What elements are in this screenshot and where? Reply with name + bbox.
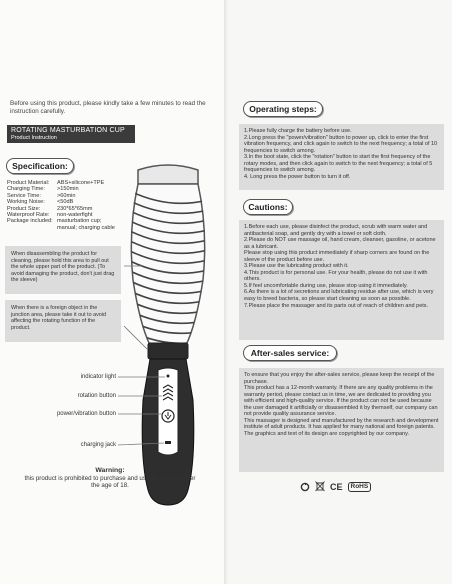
spec-value: ABS+silicone+TPE xyxy=(57,180,105,186)
charging-jack-label: charging jack xyxy=(80,442,116,448)
spec-key: Service Time: xyxy=(7,192,41,199)
warning-title: Warning: xyxy=(95,467,125,474)
operating-steps-heading: Operating steps: xyxy=(243,101,323,117)
spec-key: Working Noise: xyxy=(7,199,45,206)
foreign-object-note: When there is a foreign object in the junction area, please take it out to avoid affecting the rotating function of the product. xyxy=(5,300,121,342)
spec-value: masturbation cup; xyxy=(57,218,102,225)
spec-value: >60min xyxy=(57,192,76,199)
product-subtitle: Product Instruction xyxy=(11,135,57,141)
spec-value: >150min xyxy=(57,186,79,193)
sleeve-body xyxy=(131,184,204,345)
caution-item: Please stop using this product immediately if sharp corners are found on the sleeve of the product before use. xyxy=(244,250,430,263)
spec-value: non-waterfight xyxy=(57,212,93,219)
caution-item: 1.Before each use, please disinfect the product, scrub with warm water and antibacterial soap, and gently dry with a towel or soft cloth. xyxy=(244,224,428,237)
caution-item: 3.Please use the lubricating product with it. xyxy=(244,263,349,270)
after-sales-box xyxy=(239,368,444,472)
spec-value: manual; charging cable xyxy=(57,224,115,231)
spec-key xyxy=(7,225,57,231)
caution-item: 4.This product is for personal use. For your health, please do not use it with others. xyxy=(244,269,428,283)
caution-item: 2.Please do NOT use massage oil, hand cream, cleanser, gasoline, or acetone as a lubricant. xyxy=(244,237,436,250)
spec-key: Package included: xyxy=(7,218,53,225)
operating-step: 3.In the boot state, click the "rotation" button to start the first frequency of the rotary modes, and then click again to switch to the next frequency; a total of 5 frequencies to switch among. xyxy=(244,154,433,174)
caution-item: 6.As there is a lot of secretions and lubricating residue after use, which is very easy to breed bacteria, so please start cleaning as soon as possible. xyxy=(244,289,434,303)
operating-step: 4. Long press the power button to turn it off. xyxy=(244,173,351,180)
specification-heading: Specification: xyxy=(6,158,74,174)
product-illustration xyxy=(118,160,218,520)
intro-text: Before using this product, please kindly take a few minutes to read the instruction carefully. xyxy=(10,100,206,115)
product-title: ROTATING MASTURBATION CUP xyxy=(11,127,125,134)
indicator-light-label: indicator light xyxy=(80,374,116,380)
spec-value: <50dB xyxy=(57,199,74,206)
spec-key: Product Material: xyxy=(7,180,50,186)
spec-value: 230*65*65mm xyxy=(57,205,93,212)
rohs-mark: RoHS xyxy=(348,482,372,492)
after-sales-paragraph: This product has a 12-month warranty. If there are any quality problems in the warranty period, please contact us in time, we are dedicated to providing you with efficient and high-quality service. If the product can not be used because the user damaged it artificially or disassembled it by themself, our company can not provide quality assurance service. xyxy=(244,385,438,418)
recycle-icon xyxy=(300,482,310,492)
top-cap xyxy=(138,165,198,184)
product-title-bar xyxy=(7,125,135,143)
warning-block xyxy=(20,467,200,490)
power-button-label: power/vibration button xyxy=(56,411,116,417)
junction-collar xyxy=(148,343,188,359)
charging-jack xyxy=(165,441,171,444)
cautions-heading: Cautions: xyxy=(243,199,293,215)
weee-bin-icon xyxy=(315,481,325,492)
after-sales-paragraph: To ensure that you enjoy the after-sales service, please keep the receipt of the purchase. xyxy=(244,372,435,385)
specification-list xyxy=(7,180,127,231)
spec-row xyxy=(7,225,127,231)
spec-key: Waterproof Rate: xyxy=(7,212,50,219)
disassemble-note: When disassembling the product for cleaning, please hold this area to pull out the whole upper part of the product. (To avoid damaging the product, don't just drag the sleeve) xyxy=(5,246,121,294)
operating-step: 2.Long press the "power/vibration" button to power up, click to enter the first vibration frequency, and click again to switch to the next frequency; a total of 10 frequencies to switch among. xyxy=(244,134,438,154)
spec-key: Charging Time: xyxy=(7,186,45,193)
caution-item: 7.Please place the massager and its parts out of reach of children and pets. xyxy=(244,302,429,309)
operating-steps-box xyxy=(239,124,444,190)
certification-marks xyxy=(300,481,371,492)
rotation-button-label: rotation button xyxy=(77,393,116,399)
after-sales-heading: After-sales service: xyxy=(243,345,337,361)
page-fold xyxy=(224,0,228,584)
spec-key: Product Size: xyxy=(7,205,41,212)
ce-mark: CE xyxy=(330,481,343,492)
cautions-box xyxy=(239,220,444,340)
caution-item: 5.If feel uncomfortable during use, please stop using it immediately. xyxy=(244,282,408,289)
indicator-light xyxy=(167,375,170,378)
operating-step: 1.Please fully charge the battery before use. xyxy=(244,128,352,134)
after-sales-paragraph: This massager is designed and manufactured by the research and development institute of adult products. It has applied for many national and foreign patents. The graphics and text of its design are copyrighted by our company. xyxy=(244,417,439,437)
warning-text: this product is prohibited to purchase and use by miners under the age of 18. xyxy=(24,474,196,489)
